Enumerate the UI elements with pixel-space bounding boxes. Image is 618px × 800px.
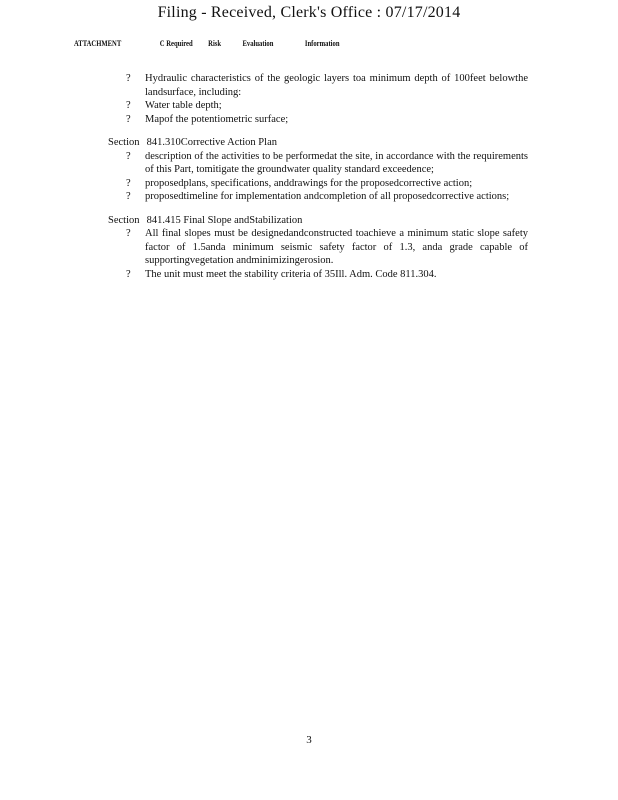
- attachment-risk: Risk: [208, 38, 222, 48]
- list-item: [108, 150, 528, 177]
- list-item: [108, 99, 528, 113]
- section-label: Section: [108, 137, 140, 148]
- section-heading: [108, 214, 528, 228]
- section-title-text: 841.415 Final Slope andStabilization: [146, 214, 303, 226]
- section-label: Section: [108, 214, 140, 226]
- list-item: [108, 177, 528, 191]
- attachment-label: ATTACHMENT: [74, 38, 122, 48]
- list-item: [108, 113, 528, 127]
- bullet-mark: ?: [126, 73, 131, 84]
- bullet-mark: ?: [126, 191, 131, 202]
- bullet-mark: ?: [126, 100, 131, 111]
- section-heading: [108, 136, 528, 150]
- section-title-text: 841.310Corrective Action Plan: [146, 137, 277, 148]
- attachment-evaluation: Evaluation: [242, 38, 274, 48]
- document-body: [108, 72, 528, 281]
- list-item-text: Mapof the potentiometric surface;: [145, 113, 289, 125]
- page-header: Filing - Received, Clerk's Office : 07/17/2014: [157, 4, 461, 21]
- list-item: [108, 72, 528, 99]
- list-item-text: description of the activities to be performedat the site, in accordance with the requirements of this Part, tomitigate the groundwater quality standard exceedence;: [145, 150, 528, 175]
- list-item-text: proposedtimeline for implementation andcompletion of all proposedcorrective actions;: [145, 191, 510, 202]
- list-item: [108, 227, 528, 268]
- attachment-c-required: C Required: [159, 38, 193, 48]
- list-item-text: All final slopes must be designedandconstructed toachieve a minimum static slope safety factor of 1.5anda minimum seismic safety factor of 1.3, anda grade capable of supportingvegetation andminimizingerosion.: [145, 228, 528, 266]
- list-item-text: Hydraulic characteristics of the geologic layers toa minimum depth of 100feet belowthe landsurface, including:: [145, 73, 528, 98]
- bullet-mark: ?: [126, 268, 131, 280]
- list-item: [108, 268, 528, 282]
- page-number: 3: [306, 734, 312, 746]
- bullet-mark: ?: [126, 150, 131, 162]
- list-item-text: The unit must meet the stability criteria of 35Ill. Adm. Code 811.304.: [145, 268, 437, 280]
- list-item: [108, 190, 528, 204]
- attachment-information: Information: [304, 38, 340, 48]
- bullet-mark: ?: [126, 177, 131, 189]
- bullet-mark: ?: [126, 228, 131, 239]
- list-item-text: proposedplans, specifications, anddrawings for the proposedcorrective action;: [145, 177, 473, 189]
- list-item-text: Water table depth;: [145, 100, 222, 111]
- attachment-line: [74, 38, 340, 48]
- bullet-mark: ?: [126, 113, 131, 125]
